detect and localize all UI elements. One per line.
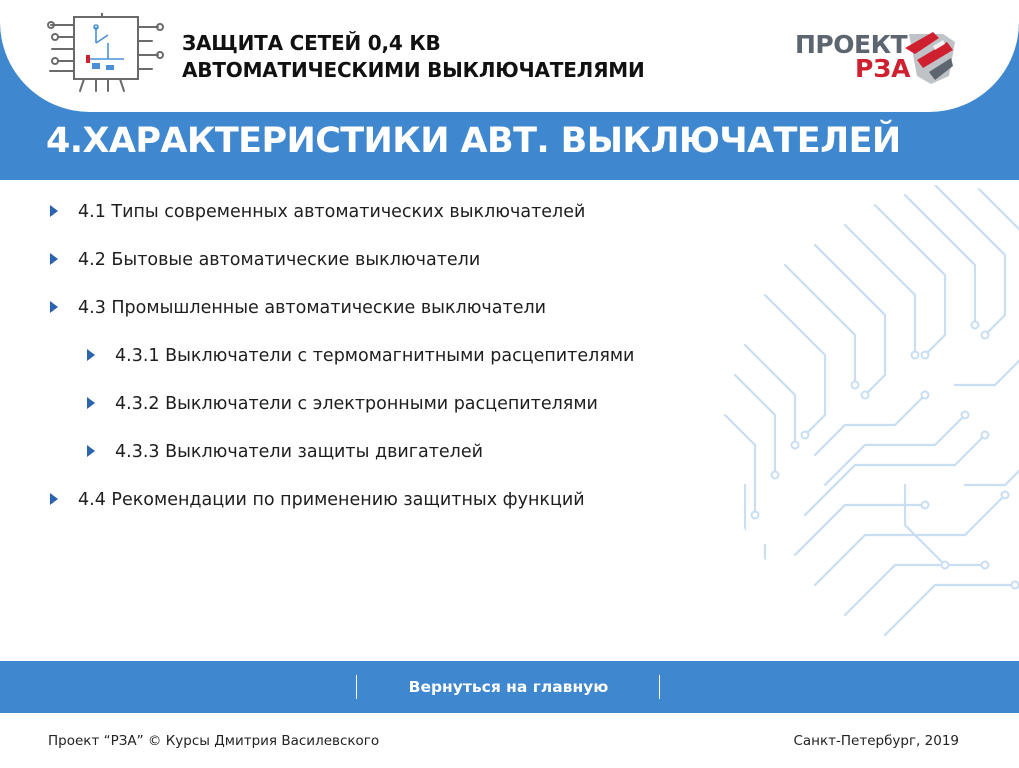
toc-item-label: 4.3.2 Выключатели с электронными расцепителями [115,394,598,414]
shield-logo-icon [903,28,961,86]
bullet-arrow-icon [50,301,58,313]
logo-text-top: ПРОЕКТ [795,30,908,59]
bullet-arrow-icon [87,397,95,409]
footer-copyright: Проект “РЗА” © Курсы Дмитрия Василевского [48,733,380,749]
project-logo [795,28,965,88]
section-title: 4.ХАРАКТЕРИСТИКИ АВТ. ВЫКЛЮЧАТЕЛЕЙ [46,121,901,161]
toc-item-label: 4.1 Типы современных автоматических выключателей [78,202,586,222]
bullet-arrow-icon [87,445,95,457]
header [0,0,1019,112]
bullet-arrow-icon [50,253,58,265]
bullet-arrow-icon [50,205,58,217]
circuit-globe-graphic [705,185,1019,655]
footer-location-year: Санкт-Петербург, 2019 [793,733,959,749]
circuit-breaker-chip-icon [46,13,166,93]
toc-item-label: 4.2 Бытовые автоматические выключатели [78,250,481,270]
toc-item-label: 4.3 Промышленные автоматические выключатели [78,298,547,318]
back-to-main-button[interactable]: Вернуться на главную [408,678,609,696]
bottom-nav-bar [0,661,1019,713]
course-title [182,30,645,84]
logo-text-bottom: РЗА [855,54,911,83]
toc-item-label: 4.4 Рекомендации по применению защитных функций [78,490,585,510]
toc-item-label: 4.3.1 Выключатели с термомагнитными расцепителями [115,346,635,366]
course-title-line-2: АВТОМАТИЧЕСКИМИ ВЫКЛЮЧАТЕЛЯМИ [182,58,645,82]
bullet-arrow-icon [87,349,95,361]
divider [659,675,660,699]
course-title-line-1: ЗАЩИТА СЕТЕЙ 0,4 КВ [182,31,441,55]
bullet-arrow-icon [50,493,58,505]
toc-item-label: 4.3.3 Выключатели защиты двигателей [115,442,483,462]
